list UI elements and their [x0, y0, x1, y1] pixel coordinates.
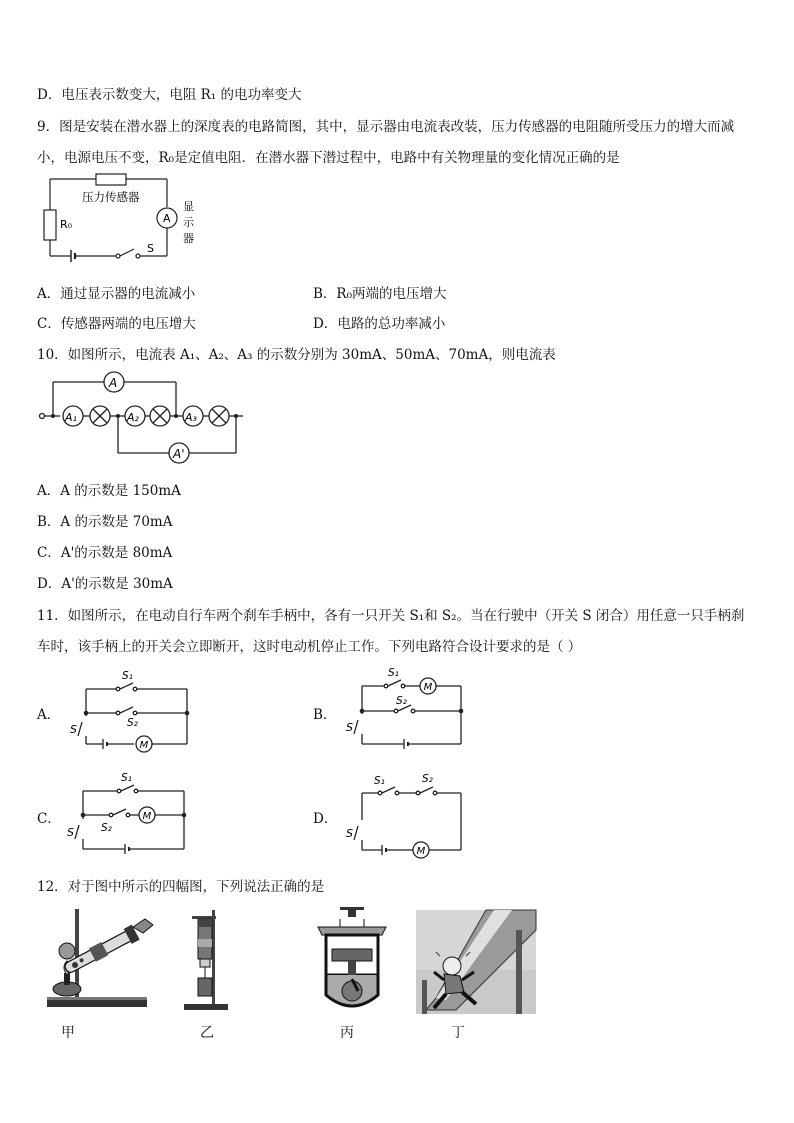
switch-s1-label: S₁ [121, 772, 132, 784]
ammeter-a-prime-label: A' [173, 447, 185, 461]
switch-s2-label: S₂ [396, 695, 407, 707]
motor-m-label: M [416, 846, 426, 857]
motor-m-label: M [423, 682, 433, 693]
q9-stem-line2: 小，电源电压不变，R₀是定值电阻．在潜水器下潜过程中，电路中有关物理量的变化情况正确的是 [37, 150, 620, 166]
q11-circuit-a [70, 664, 200, 752]
q11-label-d: D． [313, 811, 338, 827]
q12-figure-ding [416, 910, 536, 1014]
q10-circuit-diagram [38, 367, 248, 462]
motor-m-label: M [142, 811, 152, 822]
pressure-sensor-label: 压力传感器 [82, 190, 140, 204]
q11-stem-line2: 车时，该手柄上的开关会立即断开，这时电动机停止工作。下列电路符合设计要求的是（ ） [37, 639, 582, 655]
q11-label-a: A． [37, 707, 61, 723]
motor-m-label: M [139, 740, 149, 751]
ammeter-label: A [163, 212, 171, 225]
q9-option-d: D．电路的总功率减小 [313, 316, 446, 332]
switch-s-label: S [346, 721, 353, 734]
q10-option-d: D．A'的示数是 30mA [37, 576, 173, 592]
switch-s1-label: S₁ [122, 670, 133, 682]
q12-caption-bing: 丙 [340, 1025, 354, 1041]
q10-option-b: B．A 的示数是 70mA [37, 514, 173, 530]
q9-stem-line1: 9．图是安装在潜水器上的深度表的电路简图，其中，显示器由电流表改装，压力传感器的电阻随所受压力的增大而减 [37, 119, 735, 135]
q12-figure-yi [180, 908, 240, 1013]
q9-option-b: B．R₀两端的电压增大 [313, 286, 447, 302]
r0-label: R₀ [60, 218, 73, 231]
q11-circuit-c [67, 767, 197, 857]
q9-circuit-diagram [38, 170, 228, 270]
q11-label-b: B． [313, 707, 337, 723]
q11-stem-line1: 11．如图所示，在电动自行车两个刹车手柄中，各有一只开关 S₁和 S₂。当在行驶中（开关 S 闭合）用任意一只手柄刹 [37, 608, 745, 624]
switch-s-label: S [147, 242, 154, 255]
ammeter-a-label: A [109, 376, 118, 390]
q12-figure-bing [312, 905, 392, 1020]
q11-circuit-d [346, 768, 476, 858]
q12-figure-jia [45, 905, 165, 1015]
q9-option-a: A．通过显示器的电流减小 [37, 286, 196, 302]
q12-stem: 12．对于图中所示的四幅图，下列说法正确的是 [37, 879, 325, 895]
q10-option-a: A．A 的示数是 150mA [37, 483, 181, 499]
q12-caption-yi: 乙 [200, 1025, 214, 1041]
ammeter-a1-label: A₁ [65, 411, 77, 424]
switch-s-label: S [67, 826, 74, 839]
switch-s-label: S [346, 827, 353, 840]
switch-s1-label: S₁ [374, 775, 385, 787]
display-label-2: 示 [183, 216, 194, 229]
q10-option-c: C．A'的示数是 80mA [37, 545, 173, 561]
q12-caption-jia: 甲 [61, 1025, 75, 1041]
q11-circuit-b [346, 662, 476, 752]
switch-s2-label: S₂ [422, 773, 433, 785]
switch-s2-label: S₂ [101, 822, 112, 834]
q8-option-d: D．电压表示数变大，电阻 R₁ 的电功率变大 [37, 87, 302, 103]
display-label-1: 显 [183, 200, 194, 213]
switch-s2-label: S₂ [127, 717, 138, 729]
q12-caption-ding: 丁 [451, 1025, 465, 1041]
q11-label-c: C． [37, 811, 61, 827]
q10-stem: 10．如图所示，电流表 A₁、A₂、A₃ 的示数分别为 30mA、50mA、70mA，则电流表 [37, 347, 556, 363]
switch-s-label: S [70, 723, 77, 736]
switch-s1-label: S₁ [388, 667, 399, 679]
ammeter-a2-label: A₂ [127, 411, 139, 424]
display-label-3: 器 [183, 232, 194, 245]
ammeter-a3-label: A₃ [185, 411, 197, 424]
q9-option-c: C．传感器两端的电压增大 [37, 316, 196, 332]
